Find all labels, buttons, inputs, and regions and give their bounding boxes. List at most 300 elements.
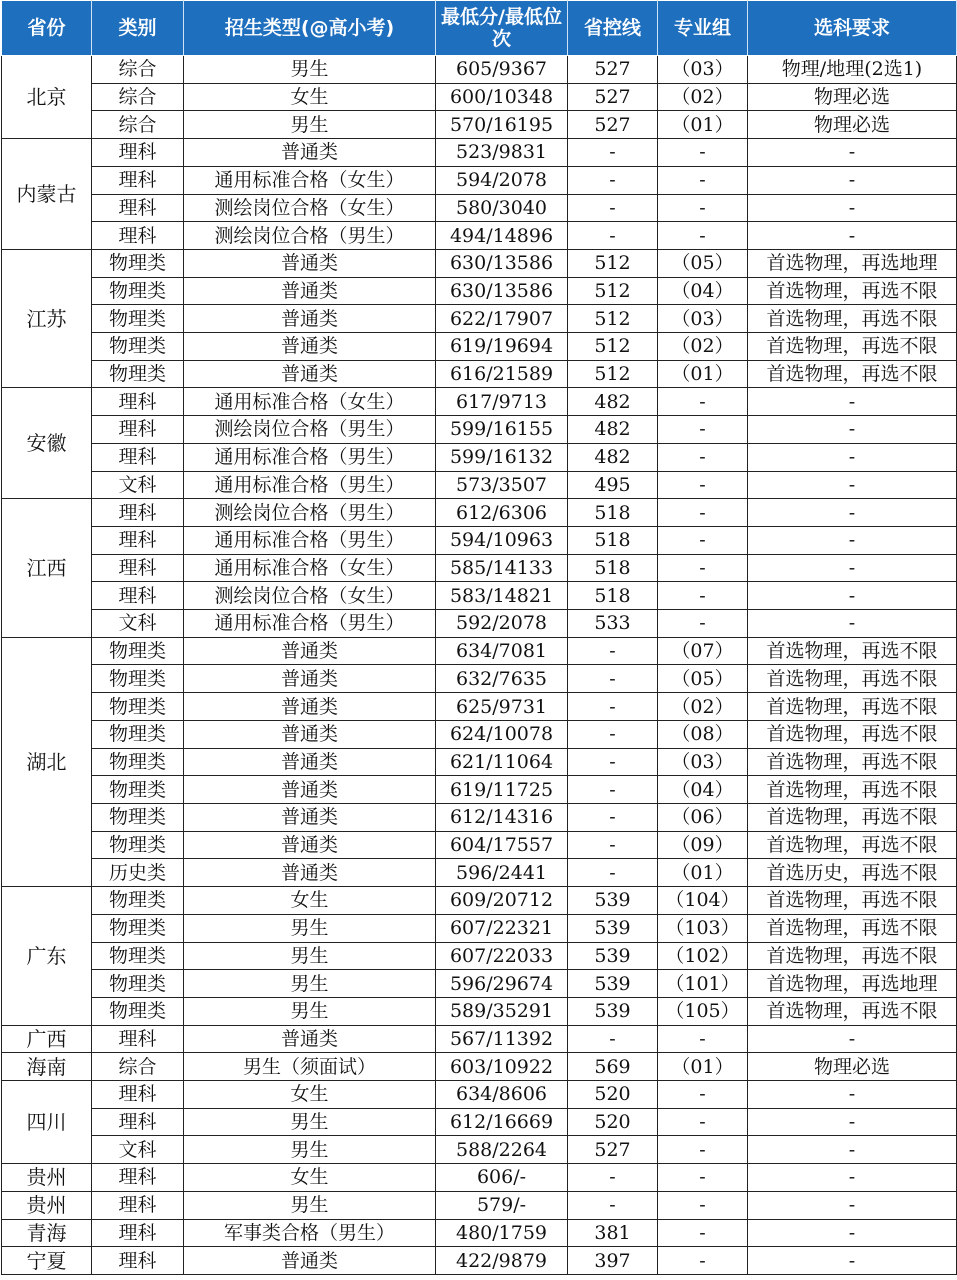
table-row <box>2 942 957 970</box>
min-score-rank-cell: 607/22033 <box>436 942 568 970</box>
control-line-cell: 569 <box>568 1053 658 1081</box>
table-row <box>2 859 957 887</box>
control-line-cell: 518 <box>568 499 658 527</box>
min-score-rank-cell: 616/21589 <box>436 360 568 388</box>
control-line-cell: 512 <box>568 305 658 333</box>
subject-requirement-cell: - <box>748 1108 957 1136</box>
subject-requirement-cell: 首选物理，再选不限 <box>748 914 957 942</box>
major-group-cell: - <box>658 139 748 167</box>
min-score-rank-cell: 625/9731 <box>436 693 568 721</box>
province-cell: 北京 <box>2 56 92 139</box>
subject-requirement-cell: 首选物理，再选不限 <box>748 803 957 831</box>
table-row <box>2 1081 957 1109</box>
category-cell: 理科 <box>92 388 184 416</box>
province-cell: 宁夏 <box>2 1247 92 1275</box>
table-row <box>2 222 957 250</box>
table-body <box>2 56 957 1275</box>
table-row <box>2 970 957 998</box>
major-group-cell: - <box>658 499 748 527</box>
table-row <box>2 305 957 333</box>
subject-requirement-cell: 首选物理，再选不限 <box>748 360 957 388</box>
enroll-type-cell: 普通类 <box>184 693 436 721</box>
subject-requirement-cell: - <box>748 526 957 554</box>
min-score-rank-cell: 604/17557 <box>436 831 568 859</box>
admission-score-table <box>1 0 957 1275</box>
enroll-type-cell: 男生 <box>184 1136 436 1164</box>
header-control-line: 省控线 <box>568 1 658 56</box>
enroll-type-cell: 男生 <box>184 914 436 942</box>
category-cell: 物理类 <box>92 776 184 804</box>
category-cell: 物理类 <box>92 970 184 998</box>
major-group-cell: （09） <box>658 831 748 859</box>
table-row <box>2 665 957 693</box>
control-line-cell: 539 <box>568 942 658 970</box>
min-score-rank-cell: 596/29674 <box>436 970 568 998</box>
control-line-cell: 539 <box>568 914 658 942</box>
subject-requirement-cell: 首选物理，再选不限 <box>748 748 957 776</box>
category-cell: 理科 <box>92 1108 184 1136</box>
table-row <box>2 693 957 721</box>
category-cell: 物理类 <box>92 831 184 859</box>
min-score-rank-cell: 588/2264 <box>436 1136 568 1164</box>
table-row <box>2 1053 957 1081</box>
control-line-cell: - <box>568 166 658 194</box>
enroll-type-cell: 测绘岗位合格（女生） <box>184 194 436 222</box>
major-group-cell: - <box>658 471 748 499</box>
major-group-cell: （08） <box>658 720 748 748</box>
header-enroll-type: 招生类型(@高小考) <box>184 1 436 56</box>
control-line-cell: - <box>568 637 658 665</box>
control-line-cell: 518 <box>568 582 658 610</box>
subject-requirement-cell: - <box>748 222 957 250</box>
category-cell: 理科 <box>92 1164 184 1192</box>
subject-requirement-cell: 首选物理，再选地理 <box>748 970 957 998</box>
category-cell: 综合 <box>92 111 184 139</box>
min-score-rank-cell: 603/10922 <box>436 1053 568 1081</box>
min-score-rank-cell: 596/2441 <box>436 859 568 887</box>
category-cell: 理科 <box>92 416 184 444</box>
subject-requirement-cell: - <box>748 1081 957 1109</box>
subject-requirement-cell: - <box>748 499 957 527</box>
category-cell: 综合 <box>92 56 184 84</box>
major-group-cell: （06） <box>658 803 748 831</box>
enroll-type-cell: 男生 <box>184 1191 436 1219</box>
category-cell: 理科 <box>92 1191 184 1219</box>
subject-requirement-cell: 物理必选 <box>748 1053 957 1081</box>
enroll-type-cell: 通用标准合格（男生） <box>184 443 436 471</box>
enroll-type-cell: 男生 <box>184 1108 436 1136</box>
category-cell: 物理类 <box>92 360 184 388</box>
category-cell: 理科 <box>92 1219 184 1247</box>
major-group-cell: （05） <box>658 249 748 277</box>
enroll-type-cell: 女生 <box>184 1164 436 1192</box>
major-group-cell: （07） <box>658 637 748 665</box>
enroll-type-cell: 女生 <box>184 83 436 111</box>
major-group-cell: （03） <box>658 56 748 84</box>
major-group-cell: （105） <box>658 997 748 1025</box>
min-score-rank-cell: 600/10348 <box>436 83 568 111</box>
min-score-rank-cell: 422/9879 <box>436 1247 568 1275</box>
category-cell: 文科 <box>92 471 184 499</box>
control-line-cell: 512 <box>568 333 658 361</box>
subject-requirement-cell: 首选物理，再选不限 <box>748 693 957 721</box>
subject-requirement-cell: 首选物理，再选不限 <box>748 665 957 693</box>
min-score-rank-cell: 612/14316 <box>436 803 568 831</box>
category-cell: 历史类 <box>92 859 184 887</box>
min-score-rank-cell: 630/13586 <box>436 249 568 277</box>
enroll-type-cell: 通用标准合格（女生） <box>184 166 436 194</box>
category-cell: 理科 <box>92 1025 184 1053</box>
control-line-cell: - <box>568 139 658 167</box>
enroll-type-cell: 通用标准合格（男生） <box>184 526 436 554</box>
province-cell: 江苏 <box>2 249 92 388</box>
enroll-type-cell: 测绘岗位合格（男生） <box>184 416 436 444</box>
control-line-cell: 512 <box>568 249 658 277</box>
control-line-cell: 381 <box>568 1219 658 1247</box>
control-line-cell: - <box>568 194 658 222</box>
control-line-cell: 397 <box>568 1247 658 1275</box>
control-line-cell: - <box>568 222 658 250</box>
enroll-type-cell: 普通类 <box>184 277 436 305</box>
province-cell: 内蒙古 <box>2 139 92 250</box>
category-cell: 物理类 <box>92 693 184 721</box>
category-cell: 物理类 <box>92 914 184 942</box>
subject-requirement-cell: 首选物理，再选不限 <box>748 720 957 748</box>
enroll-type-cell: 普通类 <box>184 1247 436 1275</box>
control-line-cell: 527 <box>568 83 658 111</box>
min-score-rank-cell: 609/20712 <box>436 887 568 915</box>
subject-requirement-cell: 首选物理，再选不限 <box>748 887 957 915</box>
category-cell: 理科 <box>92 194 184 222</box>
subject-requirement-cell: - <box>748 1025 957 1053</box>
min-score-rank-cell: 594/10963 <box>436 526 568 554</box>
province-cell: 贵州 <box>2 1164 92 1192</box>
major-group-cell: - <box>658 582 748 610</box>
table-row <box>2 720 957 748</box>
major-group-cell: - <box>658 1025 748 1053</box>
subject-requirement-cell: 物理必选 <box>748 111 957 139</box>
major-group-cell: - <box>658 222 748 250</box>
major-group-cell: （01） <box>658 360 748 388</box>
category-cell: 物理类 <box>92 942 184 970</box>
major-group-cell: - <box>658 610 748 638</box>
category-cell: 理科 <box>92 582 184 610</box>
major-group-cell: （104） <box>658 887 748 915</box>
enroll-type-cell: 女生 <box>184 1081 436 1109</box>
province-cell: 青海 <box>2 1219 92 1247</box>
min-score-rank-cell: 634/8606 <box>436 1081 568 1109</box>
major-group-cell: （04） <box>658 776 748 804</box>
province-cell: 湖北 <box>2 637 92 886</box>
category-cell: 物理类 <box>92 665 184 693</box>
enroll-type-cell: 普通类 <box>184 859 436 887</box>
enroll-type-cell: 男生 <box>184 56 436 84</box>
min-score-rank-cell: 621/11064 <box>436 748 568 776</box>
control-line-cell: - <box>568 1025 658 1053</box>
category-cell: 物理类 <box>92 720 184 748</box>
subject-requirement-cell: 首选物理，再选不限 <box>748 333 957 361</box>
enroll-type-cell: 普通类 <box>184 776 436 804</box>
control-line-cell: 527 <box>568 111 658 139</box>
control-line-cell: - <box>568 748 658 776</box>
category-cell: 综合 <box>92 83 184 111</box>
category-cell: 物理类 <box>92 637 184 665</box>
control-line-cell: 512 <box>568 360 658 388</box>
control-line-cell: - <box>568 720 658 748</box>
category-cell: 物理类 <box>92 249 184 277</box>
control-line-cell: - <box>568 859 658 887</box>
enroll-type-cell: 普通类 <box>184 803 436 831</box>
table-row <box>2 554 957 582</box>
province-cell: 安徽 <box>2 388 92 499</box>
control-line-cell: 520 <box>568 1081 658 1109</box>
major-group-cell: - <box>658 1081 748 1109</box>
subject-requirement-cell: 首选物理，再选不限 <box>748 776 957 804</box>
enroll-type-cell: 男生（须面试） <box>184 1053 436 1081</box>
subject-requirement-cell: - <box>748 1219 957 1247</box>
category-cell: 理科 <box>92 443 184 471</box>
control-line-cell: - <box>568 665 658 693</box>
control-line-cell: 527 <box>568 56 658 84</box>
header-province: 省份 <box>2 1 92 56</box>
table-row <box>2 831 957 859</box>
major-group-cell: - <box>658 166 748 194</box>
major-group-cell: - <box>658 1219 748 1247</box>
min-score-rank-cell: 632/7635 <box>436 665 568 693</box>
major-group-cell: （01） <box>658 1053 748 1081</box>
table-row <box>2 610 957 638</box>
major-group-cell: （103） <box>658 914 748 942</box>
header-major-group: 专业组 <box>658 1 748 56</box>
category-cell: 理科 <box>92 554 184 582</box>
category-cell: 理科 <box>92 1081 184 1109</box>
major-group-cell: （02） <box>658 333 748 361</box>
min-score-rank-cell: 612/6306 <box>436 499 568 527</box>
major-group-cell: - <box>658 416 748 444</box>
major-group-cell: - <box>658 1108 748 1136</box>
control-line-cell: 539 <box>568 887 658 915</box>
subject-requirement-cell: - <box>748 194 957 222</box>
enroll-type-cell: 普通类 <box>184 249 436 277</box>
min-score-rank-cell: 619/11725 <box>436 776 568 804</box>
table-row <box>2 388 957 416</box>
table-row <box>2 776 957 804</box>
table-row <box>2 166 957 194</box>
subject-requirement-cell: 首选物理，再选地理 <box>748 249 957 277</box>
subject-requirement-cell: 物理必选 <box>748 83 957 111</box>
major-group-cell: （05） <box>658 665 748 693</box>
subject-requirement-cell: - <box>748 471 957 499</box>
category-cell: 理科 <box>92 526 184 554</box>
control-line-cell: 539 <box>568 970 658 998</box>
control-line-cell: 520 <box>568 1108 658 1136</box>
category-cell: 综合 <box>92 1053 184 1081</box>
control-line-cell: - <box>568 1164 658 1192</box>
control-line-cell: 518 <box>568 554 658 582</box>
control-line-cell: 482 <box>568 443 658 471</box>
min-score-rank-cell: 592/2078 <box>436 610 568 638</box>
table-row <box>2 1219 957 1247</box>
category-cell: 理科 <box>92 499 184 527</box>
table-row <box>2 56 957 84</box>
major-group-cell: （04） <box>658 277 748 305</box>
enroll-type-cell: 通用标准合格（女生） <box>184 554 436 582</box>
subject-requirement-cell: - <box>748 610 957 638</box>
table-row <box>2 637 957 665</box>
min-score-rank-cell: 480/1759 <box>436 1219 568 1247</box>
control-line-cell: - <box>568 1191 658 1219</box>
subject-requirement-cell: - <box>748 582 957 610</box>
subject-requirement-cell: 物理/地理(2选1) <box>748 56 957 84</box>
table-row <box>2 499 957 527</box>
control-line-cell: 518 <box>568 526 658 554</box>
major-group-cell: （01） <box>658 111 748 139</box>
subject-requirement-cell: 首选历史，再选不限 <box>748 859 957 887</box>
subject-requirement-cell: - <box>748 1191 957 1219</box>
subject-requirement-cell: - <box>748 416 957 444</box>
control-line-cell: 482 <box>568 416 658 444</box>
enroll-type-cell: 普通类 <box>184 720 436 748</box>
min-score-rank-cell: 607/22321 <box>436 914 568 942</box>
category-cell: 物理类 <box>92 997 184 1025</box>
header-min-score-rank: 最低分/最低位次 <box>436 1 568 56</box>
min-score-rank-cell: 494/14896 <box>436 222 568 250</box>
min-score-rank-cell: 606/- <box>436 1164 568 1192</box>
table-row <box>2 748 957 776</box>
subject-requirement-cell: - <box>748 554 957 582</box>
control-line-cell: 533 <box>568 610 658 638</box>
enroll-type-cell: 女生 <box>184 887 436 915</box>
subject-requirement-cell: - <box>748 139 957 167</box>
table-row <box>2 333 957 361</box>
enroll-type-cell: 普通类 <box>184 637 436 665</box>
enroll-type-cell: 普通类 <box>184 748 436 776</box>
enroll-type-cell: 男生 <box>184 942 436 970</box>
category-cell: 物理类 <box>92 305 184 333</box>
min-score-rank-cell: 624/10078 <box>436 720 568 748</box>
subject-requirement-cell: - <box>748 1136 957 1164</box>
header-subject-requirement: 选科要求 <box>748 1 957 56</box>
min-score-rank-cell: 612/16669 <box>436 1108 568 1136</box>
major-group-cell: （03） <box>658 305 748 333</box>
province-cell: 海南 <box>2 1053 92 1081</box>
control-line-cell: 512 <box>568 277 658 305</box>
category-cell: 文科 <box>92 1136 184 1164</box>
min-score-rank-cell: 599/16155 <box>436 416 568 444</box>
subject-requirement-cell: 首选物理，再选不限 <box>748 831 957 859</box>
enroll-type-cell: 通用标准合格（男生） <box>184 471 436 499</box>
enroll-type-cell: 男生 <box>184 970 436 998</box>
table-row <box>2 277 957 305</box>
min-score-rank-cell: 630/13586 <box>436 277 568 305</box>
table-row <box>2 526 957 554</box>
major-group-cell: - <box>658 526 748 554</box>
control-line-cell: - <box>568 831 658 859</box>
table-row <box>2 1025 957 1053</box>
major-group-cell: - <box>658 194 748 222</box>
category-cell: 理科 <box>92 1247 184 1275</box>
major-group-cell: - <box>658 388 748 416</box>
table-row <box>2 582 957 610</box>
table-row <box>2 1191 957 1219</box>
enroll-type-cell: 军事类合格（男生） <box>184 1219 436 1247</box>
enroll-type-cell: 测绘岗位合格（女生） <box>184 582 436 610</box>
subject-requirement-cell: - <box>748 388 957 416</box>
category-cell: 理科 <box>92 166 184 194</box>
control-line-cell: - <box>568 776 658 804</box>
control-line-cell: 495 <box>568 471 658 499</box>
header-category: 类别 <box>92 1 184 56</box>
enroll-type-cell: 普通类 <box>184 139 436 167</box>
min-score-rank-cell: 523/9831 <box>436 139 568 167</box>
major-group-cell: （02） <box>658 83 748 111</box>
category-cell: 物理类 <box>92 333 184 361</box>
header-row <box>2 1 957 56</box>
table-row <box>2 194 957 222</box>
min-score-rank-cell: 570/16195 <box>436 111 568 139</box>
min-score-rank-cell: 594/2078 <box>436 166 568 194</box>
category-cell: 物理类 <box>92 803 184 831</box>
min-score-rank-cell: 579/- <box>436 1191 568 1219</box>
control-line-cell: 539 <box>568 997 658 1025</box>
province-cell: 广东 <box>2 887 92 1026</box>
major-group-cell: （101） <box>658 970 748 998</box>
major-group-cell: - <box>658 1247 748 1275</box>
control-line-cell: - <box>568 693 658 721</box>
category-cell: 物理类 <box>92 887 184 915</box>
major-group-cell: （102） <box>658 942 748 970</box>
enroll-type-cell: 普通类 <box>184 665 436 693</box>
min-score-rank-cell: 589/35291 <box>436 997 568 1025</box>
control-line-cell: 482 <box>568 388 658 416</box>
control-line-cell: - <box>568 803 658 831</box>
enroll-type-cell: 通用标准合格（男生） <box>184 610 436 638</box>
subject-requirement-cell: 首选物理，再选不限 <box>748 305 957 333</box>
enroll-type-cell: 普通类 <box>184 831 436 859</box>
min-score-rank-cell: 605/9367 <box>436 56 568 84</box>
province-cell: 广西 <box>2 1025 92 1053</box>
province-cell: 四川 <box>2 1081 92 1164</box>
major-group-cell: （02） <box>658 693 748 721</box>
table-row <box>2 803 957 831</box>
category-cell: 理科 <box>92 139 184 167</box>
subject-requirement-cell: 首选物理，再选不限 <box>748 277 957 305</box>
min-score-rank-cell: 617/9713 <box>436 388 568 416</box>
major-group-cell: - <box>658 1191 748 1219</box>
table-row <box>2 1136 957 1164</box>
subject-requirement-cell: 首选物理，再选不限 <box>748 942 957 970</box>
major-group-cell: - <box>658 1164 748 1192</box>
enroll-type-cell: 通用标准合格（女生） <box>184 388 436 416</box>
table-row <box>2 416 957 444</box>
enroll-type-cell: 普通类 <box>184 1025 436 1053</box>
province-cell: 贵州 <box>2 1191 92 1219</box>
table-row <box>2 1247 957 1275</box>
min-score-rank-cell: 567/11392 <box>436 1025 568 1053</box>
table-header <box>2 1 957 56</box>
enroll-type-cell: 普通类 <box>184 333 436 361</box>
min-score-rank-cell: 573/3507 <box>436 471 568 499</box>
table-row <box>2 1164 957 1192</box>
min-score-rank-cell: 585/14133 <box>436 554 568 582</box>
enroll-type-cell: 测绘岗位合格（男生） <box>184 222 436 250</box>
major-group-cell: - <box>658 554 748 582</box>
table-row <box>2 360 957 388</box>
min-score-rank-cell: 599/16132 <box>436 443 568 471</box>
min-score-rank-cell: 619/19694 <box>436 333 568 361</box>
enroll-type-cell: 测绘岗位合格（男生） <box>184 499 436 527</box>
table-row <box>2 471 957 499</box>
